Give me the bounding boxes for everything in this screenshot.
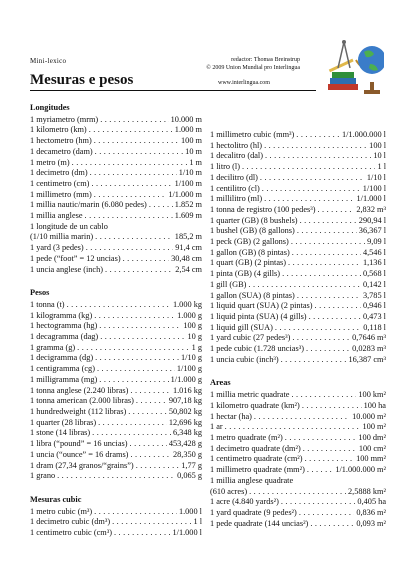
unit-label: 1 centimetro quadrate (cm²) <box>210 454 303 464</box>
table-row <box>30 461 202 472</box>
table-row <box>210 226 386 237</box>
unit-value: 185,2 m <box>174 232 202 242</box>
unit-label: 1 pede cubic (1.728 uncias³) <box>210 344 304 354</box>
table-row <box>210 184 386 195</box>
unit-label: 1 metro cubic (m³) <box>30 506 93 516</box>
leader-dots <box>285 433 357 444</box>
leader-dots <box>112 517 191 528</box>
leader-dots <box>95 147 184 158</box>
leader-dots <box>99 375 168 386</box>
table-row <box>210 465 386 476</box>
unit-label: 1 peck (GB) (2 gallons) <box>210 237 289 247</box>
unit-label: 1 liquid quart (SUA) (2 pintas) <box>210 301 313 311</box>
unit-label: 1 gill (GB) <box>210 279 247 289</box>
unit-value: 1/1.000 l <box>356 194 386 204</box>
unit-value: 907,18 kg <box>168 396 202 406</box>
unit-label: 1 gallon (SUA) (8 pintas) <box>210 290 295 300</box>
unit-label: 1 quarter (28 libras) <box>30 417 97 427</box>
unit-label: 1 centigramma (cg) <box>30 364 95 374</box>
table-row <box>30 232 202 243</box>
unit-value: 0,836 m² <box>356 507 386 517</box>
unit-value: 0,946 l <box>362 301 386 311</box>
unit-value: 1/10 g <box>181 353 202 363</box>
unit-value: 10.000 m² <box>352 411 386 421</box>
unit-label: 1 uncia anglese (inch) <box>30 264 104 274</box>
unit-label: 1 uncia cubic (inch³) <box>210 354 279 364</box>
leader-dots <box>149 200 173 211</box>
unit-value: 91,4 cm <box>175 243 202 253</box>
leader-dots <box>90 168 177 179</box>
unit-value: 0,7646 m³ <box>352 333 386 343</box>
table-row <box>210 173 386 184</box>
table-row <box>210 205 386 216</box>
unit-label: 1 tonna (t) <box>30 299 65 309</box>
unit-label: 1 yard (3 pedes) <box>30 243 84 253</box>
unit-label: 1 millia metric quadrate <box>210 390 290 400</box>
leader-dots <box>77 343 189 354</box>
unit-value: 0,118 l <box>363 322 386 332</box>
unit-label: 1 libra (“pound” = 16 uncias) <box>30 439 128 449</box>
leader-dots <box>306 344 350 355</box>
leader-dots <box>260 173 365 184</box>
leader-dots <box>100 332 185 343</box>
leader-dots <box>98 418 167 429</box>
unit-label: 1 acre (4.840 yards²) <box>210 497 279 507</box>
unit-value: 12,696 kg <box>168 417 202 427</box>
leader-dots <box>264 141 367 152</box>
unit-value: 0,405 ha <box>357 497 386 507</box>
table-row <box>30 321 202 332</box>
unit-label: 1 centimetro cubic (cm³) <box>30 528 112 538</box>
unit-label: 1 decagramma (dag) <box>30 332 99 342</box>
unit-label: 1 decimetro cubic (dm³) <box>30 517 111 527</box>
leader-dots <box>114 528 171 539</box>
unit-label: 1 grano <box>30 471 56 481</box>
unit-label: 1 dram (27,34 granos/“grains”) <box>30 460 134 470</box>
table-row <box>30 407 202 418</box>
unit-value: 2,54 cm <box>175 264 202 274</box>
leader-dots <box>275 323 361 334</box>
leader-dots <box>265 151 371 162</box>
site-url[interactable]: www.interlingua.com <box>218 80 270 86</box>
leader-dots <box>136 461 180 472</box>
table-row <box>210 151 386 162</box>
leader-dots <box>315 301 361 312</box>
leader-dots <box>225 422 361 433</box>
unit-value: 36,367 l <box>358 226 386 236</box>
unit-value: 3,785 l <box>362 290 386 300</box>
unit-value: 100 mm² <box>356 454 386 464</box>
table-row <box>30 200 202 211</box>
leader-dots <box>292 248 361 259</box>
table-row <box>30 353 202 364</box>
table-row <box>210 301 386 312</box>
table-row <box>30 243 202 254</box>
unit-label: 1 bushel (GB) (8 gallons) <box>210 226 295 236</box>
unit-label: 1 decametro (dam) <box>30 146 93 156</box>
unit-value: 1/1.000.000 l <box>341 130 386 139</box>
unit-value: 0,093 m² <box>356 518 386 528</box>
unit-value: 1.000 m <box>174 125 202 135</box>
unit-label: 1 millilitro (ml) <box>210 194 263 204</box>
unit-label: 1 quarter (GB) (8 bushels) <box>210 215 298 225</box>
unit-value: 1.016 kg <box>172 385 202 395</box>
unit-label: 1 hectolitro (hl) <box>210 140 263 150</box>
unit-value: 100 km² <box>358 390 386 400</box>
table-row <box>30 265 202 276</box>
unit-value: 100 dm² <box>358 432 386 442</box>
table-row <box>210 412 386 423</box>
unit-value: 0,142 l <box>362 279 386 289</box>
unit-value: 9,09 l <box>367 237 386 247</box>
leader-dots <box>317 205 354 216</box>
table-row <box>30 386 202 397</box>
unit-label: 1 liquid pinta (SUA) (4 gills) <box>210 311 307 321</box>
leader-dots <box>67 300 171 311</box>
table-row <box>210 422 386 433</box>
leader-dots <box>95 232 173 243</box>
leader-dots <box>291 390 356 401</box>
header-rule <box>30 90 316 91</box>
leader-dots <box>89 125 173 136</box>
leader-dots <box>130 439 167 450</box>
leader-dots <box>291 237 365 248</box>
leader-dots <box>307 465 333 476</box>
unit-label: 1 centimetro (cm) <box>30 178 90 188</box>
unit-label: 1 metro quadrate (m²) <box>210 432 283 442</box>
leader-dots <box>94 190 167 201</box>
leader-dots <box>299 508 355 519</box>
leader-dots <box>292 333 350 344</box>
unit-label: 1 millimetro (mm) <box>30 189 92 199</box>
table-row <box>210 323 386 334</box>
unit-value: 28,350 g <box>172 449 202 459</box>
unit-value: 1.000 l <box>178 506 202 516</box>
unit-value: 10 l <box>373 151 386 161</box>
table-row <box>30 364 202 375</box>
leader-dots <box>309 312 361 323</box>
leader-dots <box>86 243 174 254</box>
unit-value: 1/1.000.000 m² <box>335 465 386 475</box>
unit-label: 1 quart (GB) (2 pintas) <box>210 258 287 268</box>
table-row <box>30 125 202 136</box>
unit-value: 0,065 g <box>177 471 202 481</box>
unit-value: 1.609 m <box>174 211 202 221</box>
unit-label: (610 acres) <box>210 486 248 496</box>
table-row <box>30 507 202 518</box>
table-row <box>30 211 202 222</box>
leader-dots <box>262 184 361 195</box>
leader-dots <box>288 258 361 269</box>
unit-label: 1 tonna american (2.000 libras) <box>30 396 134 406</box>
leader-dots <box>303 444 357 455</box>
table-row <box>30 517 202 528</box>
table-row <box>210 390 386 401</box>
table-row <box>30 300 202 311</box>
leader-dots <box>296 130 340 141</box>
leader-dots <box>100 115 168 126</box>
leader-dots <box>242 162 376 173</box>
leader-dots <box>300 216 357 227</box>
table-row <box>210 194 386 205</box>
unit-value: 1/100 m <box>174 178 202 188</box>
unit-label: 1 millia nautic/marin (6.080 pedes) <box>30 200 147 210</box>
section-heading: Longitudes <box>30 103 70 112</box>
unit-label: 1 millia anglese <box>30 211 83 221</box>
unit-value: 100 m <box>181 136 202 146</box>
unit-value: 1 l <box>193 517 202 527</box>
unit-value: 0,473 l <box>362 311 386 321</box>
right-column <box>210 130 386 529</box>
unit-label: 1 longitude de un cablo <box>30 221 108 231</box>
unit-value: 30,48 cm <box>171 253 202 263</box>
table-row <box>210 248 386 259</box>
unit-label: 1 hundredweight (112 libras) <box>30 406 127 416</box>
unit-label: 1 kilometro quadrate (km²) <box>210 400 300 410</box>
unit-label: 1 pinta (GB) (4 gills) <box>210 269 281 279</box>
unit-value: 1/1.000 l <box>172 528 202 538</box>
table-row <box>210 444 386 455</box>
unit-label: 1 tonna anglese (2.240 libras) <box>30 385 129 395</box>
section-heading: Mesuras cubic <box>30 494 82 504</box>
unit-label: 1 milligramma (mg) <box>30 374 98 384</box>
unit-label: 1 kilometro (km) <box>30 125 87 135</box>
table-row <box>30 428 202 439</box>
table-row <box>210 141 386 152</box>
unit-value: 100 m² <box>362 422 386 432</box>
leader-dots <box>310 519 354 530</box>
unit-value: 100 cm² <box>358 443 386 453</box>
unit-label: 1 millimetro cubic (mm³) <box>210 130 295 139</box>
section-spacer <box>30 275 202 285</box>
table-row <box>210 433 386 444</box>
table-row <box>30 471 202 482</box>
leader-dots <box>94 311 175 322</box>
series-label: Mini-lexico <box>30 57 67 65</box>
credits <box>206 56 300 72</box>
table-row <box>210 216 386 227</box>
leader-dots <box>97 364 175 375</box>
table-row <box>30 190 202 201</box>
unit-label: 1 hectometro (hm) <box>30 136 92 146</box>
unit-label: 1 millimetro quadrate (mm²) <box>210 465 305 475</box>
leader-dots <box>130 450 171 461</box>
table-row <box>210 355 386 366</box>
unit-value: 1/100 g <box>176 364 202 374</box>
unit-value: 1 m <box>189 157 202 167</box>
left-column <box>30 100 202 539</box>
unit-value: 290,94 l <box>358 215 386 225</box>
unit-label: 1 litro (l) <box>210 162 240 172</box>
leader-dots <box>99 321 181 332</box>
unit-label: 1 uncia (“ounce” = 16 drams) <box>30 449 129 459</box>
unit-label: 1 kilogramma (kg) <box>30 310 93 320</box>
leader-dots <box>130 386 171 397</box>
section-heading: Pesos <box>30 288 50 298</box>
unit-value: 10 g <box>187 332 202 342</box>
unit-label: 1 hectar (ha) <box>210 411 252 421</box>
table-row <box>30 450 202 461</box>
leader-dots <box>297 291 361 302</box>
leader-dots <box>94 136 179 147</box>
unit-value: 1.000 g <box>177 310 202 320</box>
unit-label: 1 gramma (g) <box>30 342 76 352</box>
leader-dots <box>248 280 361 291</box>
leader-dots <box>136 396 167 407</box>
table-row <box>210 497 386 508</box>
unit-label: 1 liquid gill (SUA) <box>210 322 273 332</box>
leader-dots <box>57 471 175 482</box>
unit-value: 16,387 cm³ <box>348 354 386 364</box>
unit-label: 1 yard quadrate (9 pedes²) <box>210 507 297 517</box>
table-row <box>210 269 386 280</box>
table-row <box>210 280 386 291</box>
page-title: Mesuras e pesos <box>30 72 134 88</box>
table-row <box>210 333 386 344</box>
table-row <box>210 237 386 248</box>
table-row <box>210 454 386 465</box>
unit-label: 1 millia anglese quadrate <box>210 475 294 485</box>
unit-label: 1 yard cubic (27 pedes³) <box>210 333 291 343</box>
unit-value: 1/1.000 g <box>170 374 202 384</box>
unit-label: 1 pede (“foot” = 12 uncias) <box>30 253 121 263</box>
unit-value: 1/1.000 m <box>168 189 202 199</box>
table-row <box>210 344 386 355</box>
unit-value: 1.852 m <box>174 200 202 210</box>
section-spacer <box>30 482 202 492</box>
table-row <box>30 254 202 265</box>
table-row <box>30 222 202 233</box>
leader-dots <box>305 454 355 465</box>
unit-label: 1 centilitro (cl) <box>210 183 260 193</box>
table-row <box>210 487 386 498</box>
table-row <box>210 508 386 519</box>
unit-value: 100 ha <box>363 400 386 410</box>
leader-dots <box>72 158 188 169</box>
table-row <box>210 519 386 530</box>
unit-value: 453,428 g <box>168 439 202 449</box>
leader-dots <box>249 487 346 498</box>
unit-label: 1 metro (m) <box>30 157 70 167</box>
unit-label: 1 decilitro (dl) <box>210 172 258 182</box>
unit-label: 1 ar <box>210 422 223 432</box>
table-row <box>210 476 386 487</box>
unit-label: 1 decigramma (dg) <box>30 353 94 363</box>
unit-label: 1 myriametro (mrm) <box>30 114 99 124</box>
leader-dots <box>254 412 350 423</box>
leader-dots <box>94 507 177 518</box>
table-row <box>210 401 386 412</box>
table-row <box>210 130 386 141</box>
table-row <box>210 291 386 302</box>
leader-dots <box>264 194 354 205</box>
unit-value: 1/10 m <box>178 168 202 178</box>
unit-value: 1,136 l <box>362 258 386 268</box>
leader-dots <box>91 179 172 190</box>
table-row <box>30 136 202 147</box>
table-row <box>210 312 386 323</box>
credit-editor: redactor: Thomas Breinstrup <box>231 57 300 63</box>
unit-value: 1/100 l <box>362 183 386 193</box>
unit-value: 10 m <box>185 146 202 156</box>
unit-label: 1 pede quadrate (144 uncias²) <box>210 518 309 528</box>
leader-dots <box>105 265 173 276</box>
unit-value: 0,568 l <box>362 269 386 279</box>
unit-label: 1 decimetro quadrate (dm²) <box>210 443 301 453</box>
table-row <box>210 258 386 269</box>
unit-value: 1 l <box>377 162 386 172</box>
table-row <box>30 158 202 169</box>
unit-value: 1 g <box>191 342 202 352</box>
unit-label: 1 gallon (GB) (8 pintas) <box>210 247 290 257</box>
table-row <box>30 179 202 190</box>
unit-label: 1 hectogramma (hg) <box>30 321 98 331</box>
leader-dots <box>282 269 361 280</box>
globe-icon <box>326 34 384 100</box>
unit-value: 2,832 m³ <box>356 204 386 214</box>
unit-value: 2,5888 km² <box>348 486 386 496</box>
unit-label: 1 decalitro (dal) <box>210 151 263 161</box>
unit-value: 1/10 l <box>366 172 386 182</box>
leader-dots <box>123 254 169 265</box>
unit-value: 0,0283 m³ <box>352 344 386 354</box>
table-row <box>30 343 202 354</box>
unit-value: 100 l <box>369 140 386 150</box>
unit-value: 10.000 m <box>170 114 202 124</box>
table-row <box>30 168 202 179</box>
table-row <box>30 147 202 158</box>
leader-dots <box>95 353 179 364</box>
leader-dots <box>281 497 356 508</box>
table-row <box>30 418 202 429</box>
leader-dots <box>128 407 167 418</box>
unit-label: (1/10 millia marin) <box>30 232 94 242</box>
leader-dots <box>302 401 362 412</box>
table-row <box>30 528 202 539</box>
credit-copyright: © 2009 Union Mundial pro Interlingua <box>206 65 300 71</box>
table-row <box>30 396 202 407</box>
section-heading: Areas <box>210 378 231 388</box>
unit-value: 6,348 kg <box>172 428 202 438</box>
section-spacer <box>210 365 386 375</box>
leader-dots <box>281 355 347 366</box>
unit-value: 4,546 l <box>362 247 386 257</box>
unit-label: 1 tonna de registro (100 pedes³) <box>210 204 316 214</box>
table-row <box>30 439 202 450</box>
table-row <box>30 115 202 126</box>
unit-value: 1.000 kg <box>172 299 202 309</box>
unit-label: 1 stone (14 libras) <box>30 428 91 438</box>
unit-value: 50,802 kg <box>168 406 202 416</box>
leader-dots <box>92 428 171 439</box>
leader-dots <box>85 211 173 222</box>
unit-value: 1,77 g <box>181 460 202 470</box>
table-row <box>210 162 386 173</box>
table-row <box>30 375 202 386</box>
table-row <box>30 311 202 322</box>
table-row <box>30 332 202 343</box>
leader-dots <box>297 226 357 237</box>
unit-value: 100 g <box>183 321 202 331</box>
unit-label: 1 decimetro (dm) <box>30 168 88 178</box>
